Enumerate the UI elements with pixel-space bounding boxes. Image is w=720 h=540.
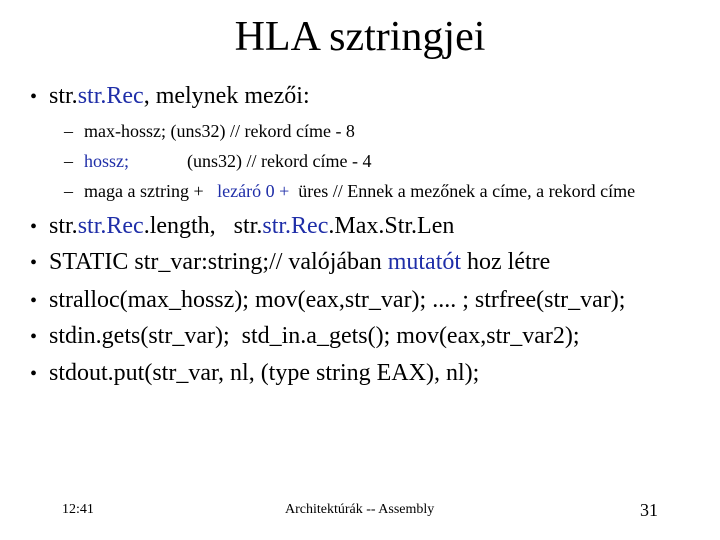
sub-item-text: max-hossz; (uns32) // rekord címe - 8 (84, 121, 355, 141)
bullet-static (30, 247, 550, 278)
bullet-icon: • (30, 86, 38, 108)
text-part: .length, str. (143, 213, 263, 239)
text-part: STATIC str_var:string;// valójában (49, 249, 388, 275)
bullet-length (30, 211, 454, 242)
text-part: stdout.put(str_var, nl, (type string EAX), nl); (49, 360, 480, 386)
sub-item-max-hossz (64, 119, 355, 143)
bullet-str-rec (30, 81, 310, 112)
sub-item-hossz (64, 149, 371, 173)
sub-item-text: maga a sztring + (84, 181, 218, 201)
text-part: stralloc(max_hossz); mov(eax,str_var); .... ; strfree(str_var); (49, 287, 626, 313)
sub-item-maga-a-sztring (64, 179, 635, 203)
bullet-icon: • (30, 290, 38, 312)
bullet-stdout (30, 358, 479, 389)
dash-icon: – (64, 181, 73, 201)
footer-time: 12:41 (62, 502, 94, 517)
text-part: , melynek mezői: (143, 83, 310, 109)
bullet-stralloc (30, 285, 625, 316)
highlight-text: str.Rec (77, 83, 144, 109)
text-part: str. (49, 213, 78, 239)
dash-icon: – (64, 121, 73, 141)
dash-icon: – (64, 151, 73, 171)
bullet-icon: • (30, 363, 38, 385)
highlight-text: lezáró 0 + (217, 181, 290, 201)
text-part: str. (49, 83, 78, 109)
highlight-text: str.Rec (262, 213, 329, 239)
footer-title: Architektúrák -- Assembly (285, 502, 435, 517)
sub-item-text: üres // Ennek a mezőnek a címe, a rekord címe (289, 181, 636, 201)
sub-item-text: (uns32) // rekord címe - 4 (187, 151, 372, 171)
slide-title: HLA sztringjei (234, 14, 486, 60)
bullet-icon: • (30, 216, 38, 238)
bullet-icon: • (30, 326, 38, 348)
text-part: hoz létre (461, 249, 551, 275)
highlight-text: mutatót (387, 249, 462, 275)
page-number: 31 (640, 500, 658, 520)
highlight-text: hossz; (84, 151, 129, 171)
text-part: .Max.Str.Len (328, 213, 455, 239)
bullet-icon: • (30, 252, 38, 274)
bullet-stdin (30, 321, 580, 352)
highlight-text: str.Rec (77, 213, 144, 239)
text-part: stdin.gets(str_var); std_in.a_gets(); mov(eax,str_var2); (49, 323, 580, 349)
